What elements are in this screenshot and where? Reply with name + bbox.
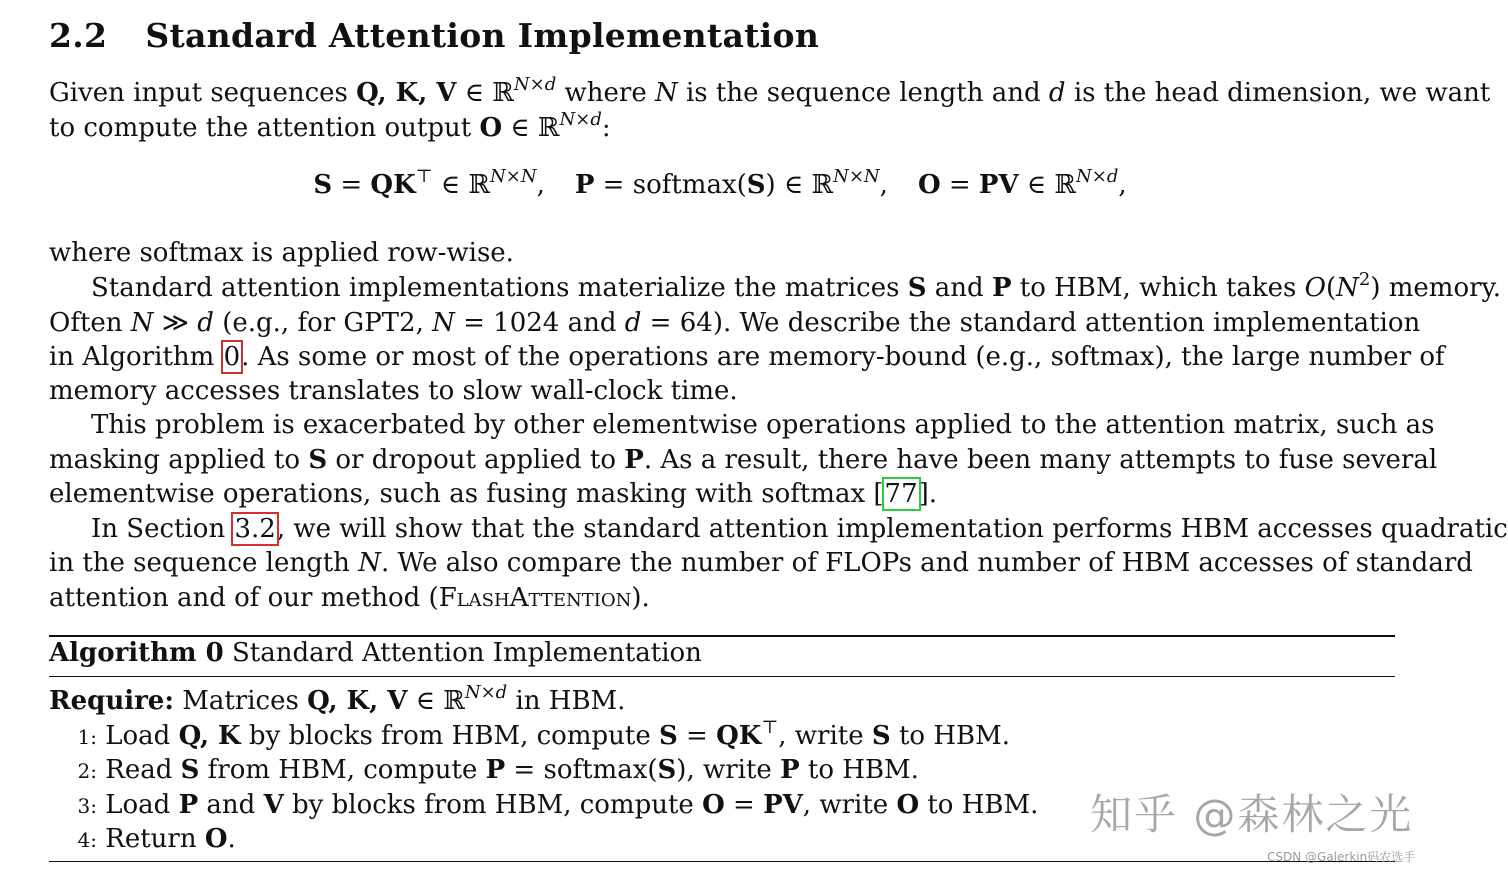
para4-line3: attention and of our method (FlashAttention).	[49, 583, 650, 613]
para2-line2: Often N ≫ d (e.g., for GPT2, N = 1024 and d = 64). We describe the standard attention implementation	[49, 308, 1421, 338]
para2-line4: memory accesses translates to slow wall-clock time.	[49, 376, 738, 406]
para1-line1: Given input sequences Q, K, V ∈ ℝ$^{N\times d}$ where N is the sequence length and d is the head dimension, we want	[49, 74, 1491, 108]
algorithm-step-3: 3: Load P and V by blocks from HBM, compute O = PV, write O to HBM.	[77, 790, 1039, 820]
para4-line2: in the sequence length N. We also compare the number of FLOPs and number of HBM accesses of standard	[49, 548, 1473, 578]
algorithm-step-4: 4: Return O.	[77, 824, 236, 854]
citation-link-77[interactable]: 77	[884, 479, 918, 509]
para2-line1: Standard attention implementations materialize the matrices S and P to HBM, which takes $O(N^2)$ memory.	[91, 269, 1502, 303]
algorithm-step-2: 2: Read S from HBM, compute P = softmax(S), write P to HBM.	[77, 755, 919, 785]
algorithm-require: Require: Matrices Q, K, V ∈ ℝ$^{N\times d}$ in HBM.	[49, 682, 626, 716]
zhihu-watermark: 知乎 @森林之光	[1090, 790, 1414, 839]
attention-equation: S = QK⊤ ∈ ℝ$^{N\times N}$, P = softmax(S) ∈ ℝ$^{N\times N}$, O = PV ∈ ℝ$^{N\times d}$,	[313, 166, 1127, 200]
algorithm-bottom-rule	[49, 861, 1395, 862]
section-number: 2.2	[49, 16, 108, 55]
para3-line2: masking applied to S or dropout applied to P. As a result, there have been many attempts to fuse several	[49, 445, 1438, 475]
algorithm-top-rule	[49, 635, 1395, 637]
algorithm-ref-link[interactable]: 0	[223, 342, 241, 372]
rowwise-text: where softmax is applied row-wise.	[49, 238, 514, 268]
algorithm-title: Algorithm 0 Standard Attention Implementation	[49, 638, 702, 668]
para2-line3: in Algorithm 0. As some or most of the operations are memory-bound (e.g., softmax), the large number of	[49, 342, 1445, 372]
section-ref-link[interactable]: 3.2	[234, 514, 276, 544]
flashattention-name: FlashAttention	[438, 583, 632, 613]
para4-line1: In Section 3.2, we will show that the standard attention implementation performs HBM accesses quadratic	[91, 514, 1508, 544]
para1-line2: to compute the attention output O ∈ ℝ$^{N\times d}$:	[49, 109, 611, 143]
para3-line3: elementwise operations, such as fusing masking with softmax [77].	[49, 479, 938, 509]
algorithm-step-1: 1: Load Q, K by blocks from HBM, compute S = QK⊤, write S to HBM.	[77, 717, 1010, 751]
para3-line1: This problem is exacerbated by other elementwise operations applied to the attention matrix, such as	[91, 410, 1435, 440]
section-heading	[49, 16, 819, 55]
section-title: Standard Attention Implementation	[145, 16, 820, 55]
algorithm-mid-rule	[49, 676, 1395, 677]
csdn-watermark: CSDN @Galerkin码农选手	[1267, 850, 1416, 864]
